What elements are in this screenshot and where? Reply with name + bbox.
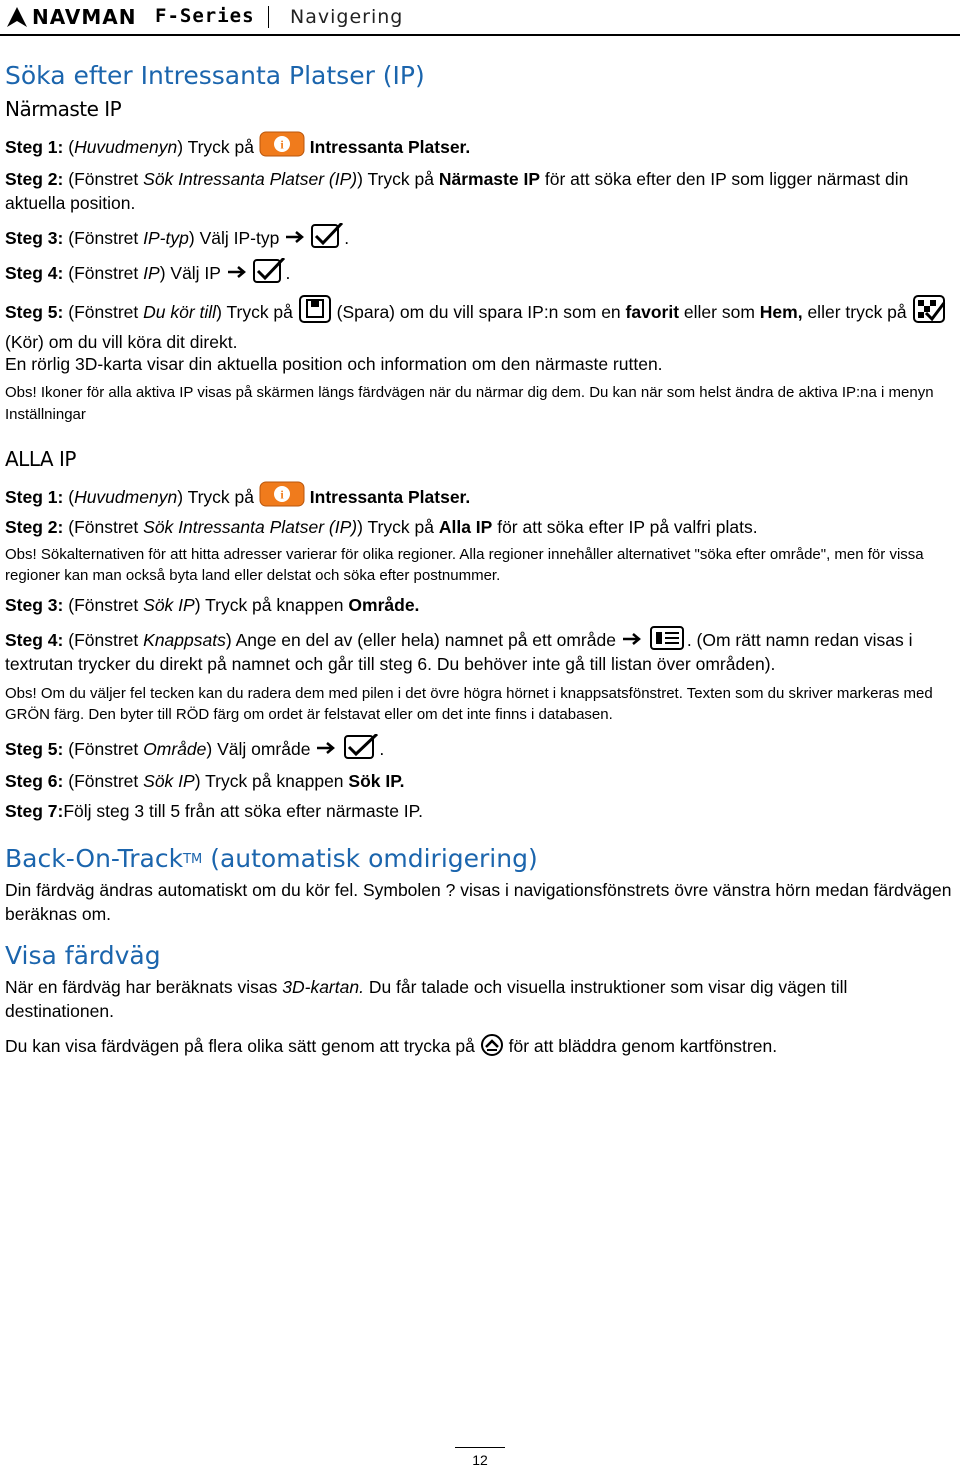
footer-rule bbox=[455, 1447, 505, 1448]
save-icon bbox=[298, 295, 332, 323]
heading-all-ip: ALLA IP bbox=[5, 447, 76, 472]
map-screen-icon bbox=[480, 1033, 504, 1057]
svg-text:i: i bbox=[280, 137, 284, 151]
all-step-6: Steg 6: (Fönstret Sök IP) Tryck på knappen Sök IP. bbox=[5, 771, 405, 792]
back-on-track-text: Din färdväg ändras automatiskt om du kör fel. Symbolen ? visas i navigationsfönstrets övre vänstra hörn medan färdvägen beräknas om. bbox=[5, 879, 952, 925]
view-route-text-2: Du kan visa färdvägen på flera olika sätt genom att trycka på för att bläddra genom kartfönstren. bbox=[5, 1033, 955, 1058]
all-step-5: Steg 5: (Fönstret Område) Välj område . bbox=[5, 734, 955, 761]
all-step-2: Steg 2: (Fönstret Sök Intressanta Platser (IP)) Tryck på Alla IP för att söka efter IP på valfri plats. bbox=[5, 517, 758, 538]
nearest-step-3: Steg 3: (Fönstret IP-typ) Välj IP-typ . bbox=[5, 223, 955, 250]
heading-nearest-ip: Närmaste IP bbox=[5, 96, 122, 121]
all-step-7: Steg 7:Följ steg 3 till 5 från att söka efter närmaste IP. bbox=[5, 801, 423, 822]
heading-back-on-track: Back-On-TrackTM (automatisk omdirigering) bbox=[5, 844, 538, 874]
page-header bbox=[0, 0, 960, 34]
nearest-step-1: Steg 1: (Huvudmenyn) Tryck på i Intressanta Platser. bbox=[5, 131, 955, 159]
all-step-3: Steg 3: (Fönstret Sök IP) Tryck på knappen Område. bbox=[5, 595, 420, 616]
nearest-note: Obs! Ikoner för alla aktiva IP visas på skärmen längs färdvägen när du närmar dig dem. Du kan när som helst ändra de aktiva IP:na i menyn Inställningar bbox=[5, 383, 934, 423]
brand-name: NAVMAN bbox=[32, 5, 137, 29]
view-route-text-1: När en färdväg har beräknats visas 3D-kartan. Du får talade och visuella instruktioner som visar dig vägen till destinationen. bbox=[5, 976, 848, 1021]
nearest-step-5: Steg 5: (Fönstret Du kör till) Tryck på (Spara) om du vill spara IP:n som en favorit eller som Hem, eller tryck på (Kör) om du vill köra dit direkt. bbox=[5, 295, 955, 358]
arrow-check-icon bbox=[315, 734, 379, 760]
arrow-check-icon bbox=[284, 223, 344, 249]
navman-arrow-icon bbox=[6, 6, 28, 28]
svg-text:i: i bbox=[280, 487, 284, 502]
page-number: 12 bbox=[472, 1452, 488, 1468]
series-name: F-Series bbox=[155, 5, 255, 27]
page-content bbox=[5, 60, 955, 1058]
poi-info-icon bbox=[259, 481, 305, 507]
all-step-4: Steg 4: (Fönstret Knappsats) Ange en del av (eller hela) namnet på ett område . (Om rätt namn redan visas i textrutan trycker du direkt på namnet och går till steg 6. Du behöver inte gå till listan över områden). bbox=[5, 625, 955, 676]
all-note-1: Obs! Sökalternativen för att hitta adresser varierar för olika regioner. Alla regioner innehåller alternativet "söka efter område", men för vissa regioner kan man också byta land eller delstat och söka efter postnummer. bbox=[5, 545, 924, 585]
navman-logo bbox=[6, 6, 136, 28]
all-step-1: Steg 1: (Huvudmenyn) Tryck på i Intressanta Platser. bbox=[5, 481, 955, 509]
heading-view-route: Visa färdväg bbox=[5, 941, 161, 971]
nearest-step-2: Steg 2: (Fönstret Sök Intressanta Platser (IP)) Tryck på Närmaste IP för att söka efter den IP som ligger närmast din aktuella position. bbox=[5, 168, 909, 213]
arrow-list-icon bbox=[621, 625, 687, 651]
all-note-2: Obs! Om du väljer fel tecken kan du radera dem med pilen i det övre högra hörnet i knappsatsfönstret. Texten som du skriver markeras med GRÖN färg. Den byter till RÖD färg om ordet är felstavat eller om det inte finns i databasen. bbox=[5, 684, 933, 724]
arrow-check-icon bbox=[226, 258, 286, 284]
nearest-step-5-detail: En rörlig 3D-karta visar din aktuella position och information om den närmaste rutten. bbox=[5, 353, 663, 374]
go-icon bbox=[912, 295, 946, 323]
poi-info-icon bbox=[259, 131, 305, 157]
nearest-step-4: Steg 4: (Fönstret IP) Välj IP . bbox=[5, 258, 955, 285]
header-rule bbox=[0, 34, 960, 36]
section-name: Navigering bbox=[290, 6, 404, 28]
page-title: Söka efter Intressanta Platser (IP) bbox=[5, 61, 425, 90]
header-separator bbox=[268, 6, 269, 28]
